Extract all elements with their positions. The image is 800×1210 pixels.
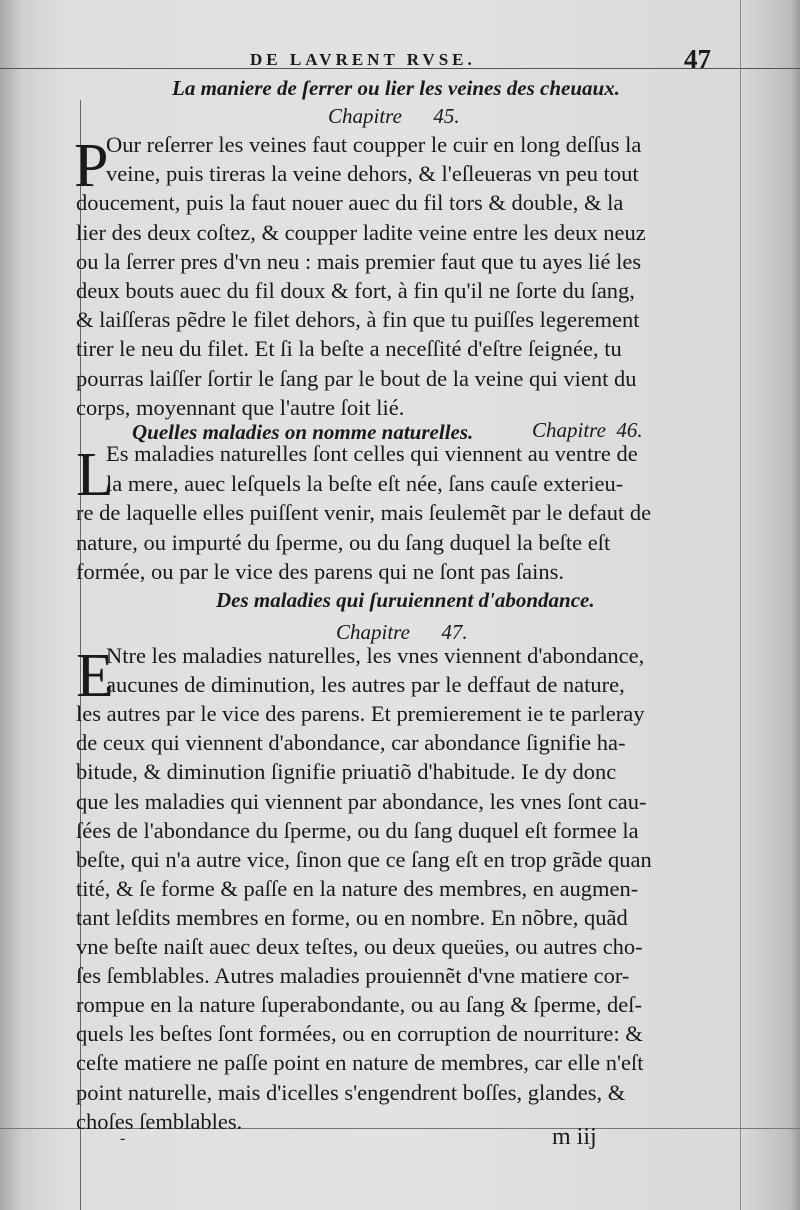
text-line: que les maladies qui viennent par abondance, les vnes ſont cau- <box>76 788 647 814</box>
chapter-46-heading: Chapitre 46. <box>532 418 643 442</box>
folio-number: 47 <box>684 44 711 74</box>
dropcap-e: E <box>76 642 114 710</box>
text-line: bitude, & diminution ſignifie priuatiõ d'habitude. Ie dy donc <box>76 759 617 785</box>
text-line: formée, ou par le vice des parens qui ne ſont pas ſains. <box>76 559 564 584</box>
text-line: doucement, puis la faut nouer auec du fil tors & double, & la <box>76 190 624 216</box>
chapter-47-title: Des maladies qui ſuruiennent d'abondance. <box>216 588 595 612</box>
text-line: Our reſerrer les veines faut coupper le cuir en long deſſus la <box>106 132 642 157</box>
text-line: de ceux qui viennent d'abondance, car abondance ſignifie ha- <box>76 730 626 756</box>
text-line: les autres par le vice des parens. Et premierement ie te parleray <box>76 701 645 727</box>
text-line: ſées de l'abondance du ſperme, ou du ſang duquel eſt formee la <box>76 817 639 843</box>
text-line: rompue en la nature ſuperabondante, ou au ſang & ſperme, deſ- <box>76 992 643 1018</box>
text-line: tirer le neu du filet. Et ſi la beſte a neceſſité d'eſtre ſeignée, tu <box>76 336 622 362</box>
text-line: la mere, auec leſquels la beſte eſt née, ſans cauſe exterieu- <box>106 470 624 496</box>
text-line: vne beſte naiſt auec deux teſtes, ou deux queües, ou autres cho- <box>76 934 643 959</box>
footer-dash: - <box>120 1130 126 1147</box>
text-line: nature, ou impurté du ſperme, ou du ſang duquel la beſte eſt <box>76 529 611 555</box>
text-line: ceſte matiere ne paſſe point en nature de membres, car elle n'eſt <box>76 1050 644 1076</box>
text-line: Ntre les maladies naturelles, les vnes viennent d'abondance, <box>106 643 645 668</box>
text-line: quels les beſtes ſont formées, ou en corruption de nourriture: & <box>76 1021 643 1047</box>
text-line: ſes ſemblables. Autres maladies prouiennẽt d'vne matiere cor- <box>76 963 630 989</box>
text-line: deux bouts auec du fil doux & fort, à fin qu'il ne ſorte du ſang, <box>76 278 635 303</box>
chapter-45-title: La maniere de ſerrer ou lier les veines des cheuaux. <box>172 76 620 100</box>
text-line: point naturelle, mais d'icelles s'engendrent boſſes, glandes, & <box>76 1079 626 1105</box>
signature-mark: m iij <box>552 1124 597 1150</box>
running-head: DE LAVRENT RVSE. <box>250 50 476 69</box>
text-line: tant leſdits membres en forme, ou en nombre. En nõbre, quãd <box>76 904 628 930</box>
text-line: choſes ſemblables. <box>76 1108 243 1134</box>
chapter-47-heading: Chapitre 47. <box>336 620 468 644</box>
text-line: beſte, qui n'a autre vice, ſinon que ce ſang eſt en trop grãde quan <box>76 846 652 872</box>
text-line: re de laquelle elles puiſſent venir, mais ſeulemẽt par le defaut de <box>76 500 652 525</box>
dropcap-l: L <box>76 441 114 509</box>
right-margin-rule <box>740 0 741 1210</box>
text-line: lier des deux coſtez, & coupper ladite veine entre les deux neuz <box>76 219 646 245</box>
text-line: & laiſſeras pẽdre le filet dehors, à fin que tu puiſſes legerement <box>76 307 640 333</box>
text-line: veine, puis tireras la veine dehors, & l'eſleueras vn peu tout <box>106 161 639 187</box>
dropcap-p: P <box>74 132 109 200</box>
text-line: Es maladies naturelles ſont celles qui viennent au ventre de <box>106 441 638 466</box>
text-line: tité, & ſe forme & paſſe en la nature des membres, en augmen- <box>76 875 639 901</box>
text-line: corps, moyennant que l'autre ſoit lié. <box>76 394 405 420</box>
text-line: ou la ſerrer pres d'vn neu : mais premier faut que tu ayes lié les <box>76 248 642 274</box>
text-line: aucunes de diminution, les autres par le deffaut de nature, <box>106 672 625 698</box>
text-line: pourras laiſſer ſortir le ſang par le bout de la veine qui vient du <box>76 365 637 391</box>
chapter-46-title: Quelles maladies on nomme naturelles. <box>132 420 474 444</box>
chapter-45-heading: Chapitre 45. <box>328 104 460 128</box>
